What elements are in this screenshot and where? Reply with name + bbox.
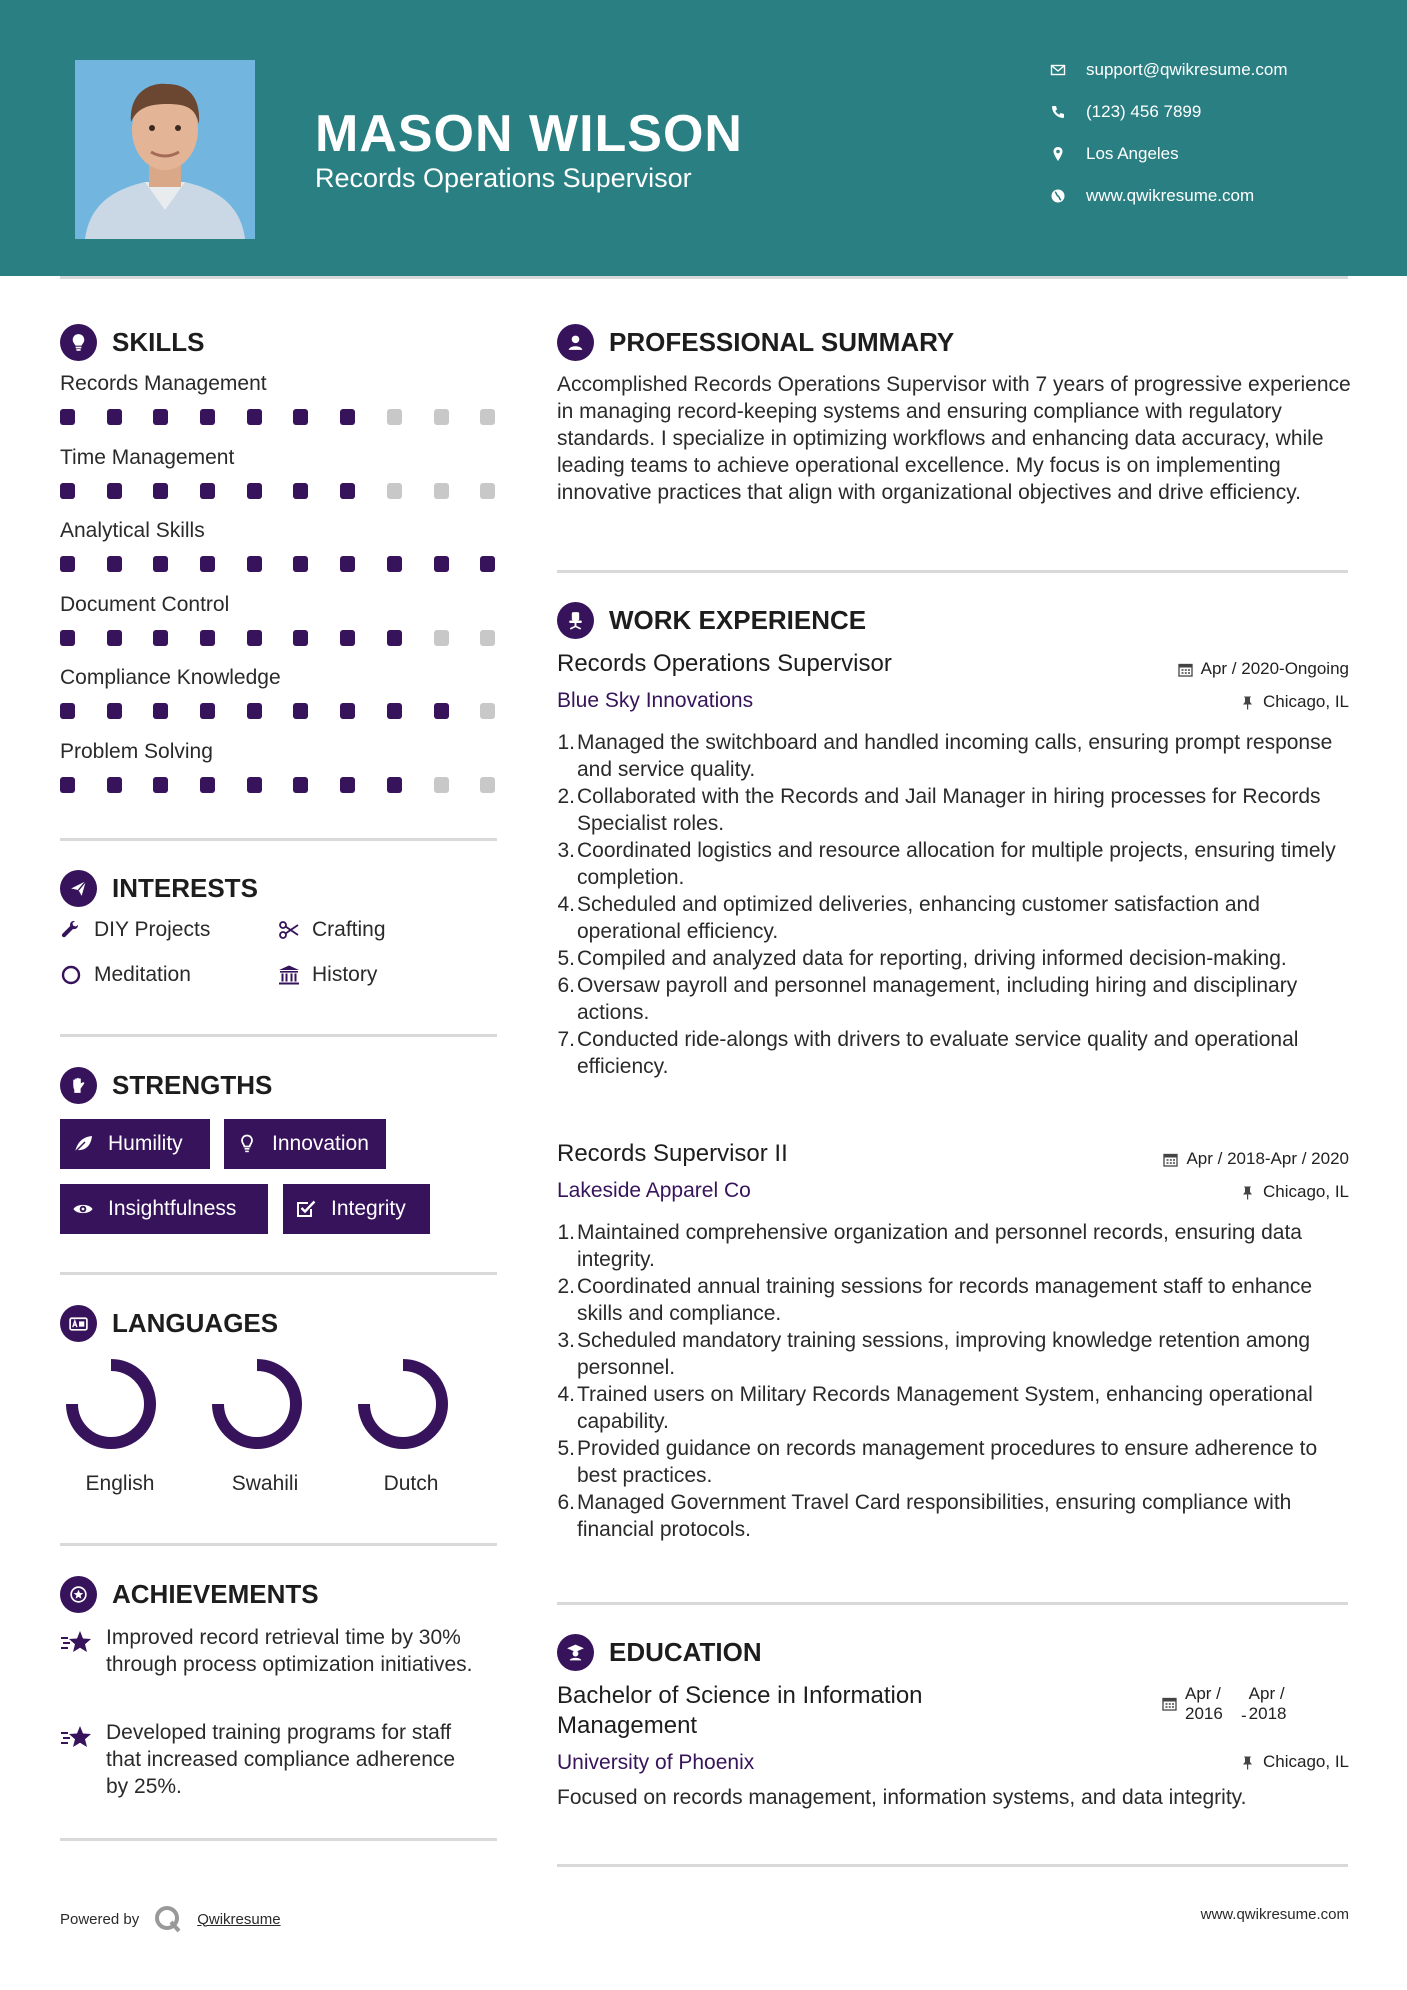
rating-dot-filled <box>293 483 308 499</box>
education-date-start: Apr / 2016 <box>1185 1684 1223 1723</box>
strengths-heading <box>60 1067 272 1104</box>
language-label: English <box>85 1472 155 1495</box>
rating-dot-filled <box>200 777 215 793</box>
rating-dot-filled <box>340 409 355 425</box>
rating-dot-filled <box>153 483 168 499</box>
item-number: 5. <box>557 1437 575 1460</box>
rating-dot-filled <box>107 630 122 646</box>
item-number: 4. <box>557 1383 575 1406</box>
strength-chip <box>283 1184 430 1234</box>
responsibility-item <box>552 891 1357 945</box>
skill-name: Records Management <box>60 372 267 395</box>
scissors-icon <box>278 919 300 941</box>
interest-item <box>60 918 210 942</box>
language-label: Swahili <box>231 1472 299 1495</box>
responsibility-item <box>552 729 1357 783</box>
responsibility-item <box>552 972 1357 1026</box>
responsibility-text: Provided guidance on records management procedures to ensure adherence to best practices. <box>577 1437 1318 1487</box>
education-description: Focused on records management, information systems, and data integrity. <box>557 1786 1247 1809</box>
rating-dot-filled <box>293 777 308 793</box>
checkbox-icon <box>295 1198 317 1220</box>
job-company: Lakeside Apparel Co <box>557 1179 751 1202</box>
skill-name: Document Control <box>60 592 230 616</box>
degree-title: Bachelor of Science in Information Management <box>557 1682 923 1739</box>
education-heading-text: EDUCATION <box>609 1637 762 1667</box>
contact-location-text: Los Angeles <box>1086 144 1179 163</box>
skill-name: Compliance Knowledge <box>60 666 281 689</box>
skills-heading <box>60 324 204 361</box>
rating-dot-filled <box>153 703 168 719</box>
raised-fist-icon <box>60 1067 97 1104</box>
job-location <box>1240 692 1349 712</box>
rating-dot-empty <box>387 483 402 499</box>
job-date-text: Apr / 2020-Ongoing <box>1200 659 1349 678</box>
responsibility-text: Managed the switchboard and handled incoming calls, ensuring prompt response and service quality. <box>577 731 1333 781</box>
languages-heading-text: LANGUAGES <box>112 1308 279 1338</box>
contact-website[interactable] <box>1050 186 1254 206</box>
rating-dot-filled <box>247 703 262 719</box>
rating-dot-filled <box>107 483 122 499</box>
interest-item <box>278 963 377 987</box>
rating-dot-filled <box>60 630 75 646</box>
languages-divider <box>60 1543 497 1546</box>
rating-dot-filled <box>340 630 355 646</box>
item-number: 1. <box>557 1221 575 1244</box>
strength-chip <box>224 1119 386 1169</box>
skill-rating <box>60 630 527 646</box>
strengths-divider <box>60 1272 497 1275</box>
rating-dot-filled <box>107 703 122 719</box>
job-title: Records Operations Supervisor <box>557 650 892 677</box>
contact-phone-text: (123) 456 7899 <box>1086 102 1202 121</box>
museum-icon <box>278 964 300 986</box>
rating-dot-empty <box>434 777 449 793</box>
experience-heading-text: WORK EXPERIENCE <box>609 605 867 635</box>
responsibility-item <box>552 1381 1357 1435</box>
language-ring-english <box>66 1359 156 1449</box>
rating-dot-filled <box>153 777 168 793</box>
pushpin-icon <box>1240 695 1255 710</box>
responsibility-item <box>552 837 1357 891</box>
rating-dot-filled <box>293 630 308 646</box>
languages-heading <box>60 1305 278 1342</box>
item-number: 1. <box>557 731 575 754</box>
strength-chip <box>60 1184 268 1234</box>
responsibility-text: Scheduled mandatory training sessions, improving knowledge retention among personnel. <box>577 1329 1311 1379</box>
education-date-separator: - <box>1241 1706 1247 1725</box>
rating-dot-empty <box>480 630 495 646</box>
item-number: 5. <box>557 947 575 970</box>
responsibility-text: Scheduled and optimized deliveries, enhancing customer satisfaction and operational efficiency. <box>577 893 1260 943</box>
paper-plane-icon <box>60 870 97 907</box>
candidate-name: MASON WILSON <box>315 105 743 163</box>
job-location-text: Chicago, IL <box>1263 1182 1349 1201</box>
wrench-icon <box>60 919 82 941</box>
summary-divider <box>557 570 1348 573</box>
job-date <box>1178 659 1349 679</box>
rating-dot-filled <box>434 556 449 572</box>
candidate-title: Records Operations Supervisor <box>315 163 692 193</box>
education-location-text: Chicago, IL <box>1263 1752 1349 1771</box>
rating-dot-filled <box>340 703 355 719</box>
skills-heading-text: SKILLS <box>112 327 205 357</box>
rating-dot-filled <box>340 483 355 499</box>
rating-dot-filled <box>200 703 215 719</box>
rating-dot-empty <box>480 703 495 719</box>
interests-heading-text: INTERESTS <box>112 873 258 903</box>
rating-dot-filled <box>434 703 449 719</box>
strength-label: Insightfulness <box>108 1197 237 1220</box>
circle-icon <box>60 964 82 986</box>
strength-label: Innovation <box>272 1132 369 1155</box>
education-heading <box>557 1634 762 1671</box>
rating-dot-filled <box>107 777 122 793</box>
strength-label: Humility <box>108 1132 183 1155</box>
contact-website-text: www.qwikresume.com <box>1086 186 1255 205</box>
id-card-icon <box>60 1305 97 1342</box>
responsibility-item <box>552 1435 1357 1489</box>
interest-item <box>60 963 191 987</box>
graduate-icon <box>557 1634 594 1671</box>
responsibility-text: Trained users on Military Records Management System, enhancing operational capability. <box>577 1383 1313 1433</box>
rating-dot-filled <box>387 630 402 646</box>
brand-link[interactable]: Qwikresume <box>197 1910 281 1928</box>
profile-photo <box>75 60 255 239</box>
rating-dot-filled <box>340 556 355 572</box>
achievements-heading <box>60 1576 319 1613</box>
interest-label: Crafting <box>312 918 386 941</box>
envelope-icon <box>1050 62 1066 78</box>
header-divider <box>60 276 1348 279</box>
interest-item <box>278 918 386 942</box>
experience-heading <box>557 602 866 639</box>
responsibility-text: Coordinated annual training sessions for records management staff to enhance skills and compliance. <box>577 1275 1313 1325</box>
strengths-heading-text: STRENGTHS <box>112 1070 273 1100</box>
skill-rating <box>60 703 527 719</box>
star-badge-icon <box>60 1576 97 1613</box>
language-ring-swahili <box>212 1359 302 1449</box>
rating-dot-filled <box>293 409 308 425</box>
calendar-icon <box>1163 1152 1178 1167</box>
education-location <box>1240 1752 1349 1772</box>
rating-dot-filled <box>200 483 215 499</box>
rating-dot-filled <box>200 409 215 425</box>
rating-dot-filled <box>387 703 402 719</box>
rating-dot-filled <box>107 409 122 425</box>
responsibility-text: Maintained comprehensive organization and personnel records, ensuring data integrity. <box>577 1221 1302 1271</box>
rating-dot-filled <box>200 556 215 572</box>
job-company: Blue Sky Innovations <box>557 689 754 712</box>
summary-heading <box>557 324 954 361</box>
responsibility-item <box>552 1327 1357 1381</box>
rating-dot-empty <box>387 409 402 425</box>
responsibility-item <box>552 1273 1357 1327</box>
responsibility-item <box>552 1219 1357 1273</box>
responsibility-text: Collaborated with the Records and Jail Manager in hiring processes for Records Specialist roles. <box>577 785 1321 835</box>
globe-icon <box>1050 188 1066 204</box>
contact-location <box>1050 144 1179 164</box>
skill-name: Analytical Skills <box>60 519 205 542</box>
rating-dot-filled <box>60 483 75 499</box>
eye-icon <box>72 1198 94 1220</box>
contact-email-text: support@qwikresume.com <box>1086 60 1288 79</box>
skill-rating <box>60 556 527 572</box>
item-number: 2. <box>557 785 575 808</box>
rating-dot-filled <box>293 556 308 572</box>
item-number: 3. <box>557 839 575 862</box>
rating-dot-filled <box>153 409 168 425</box>
interest-label: DIY Projects <box>94 918 211 941</box>
rating-dot-filled <box>387 777 402 793</box>
qwikresume-logo-icon <box>153 1904 183 1934</box>
rating-dot-filled <box>247 777 262 793</box>
item-number: 2. <box>557 1275 575 1298</box>
achievement-text: Developed training programs for staff that increased compliance adherence by 25%. <box>106 1721 456 1798</box>
contact-phone[interactable] <box>1050 102 1201 122</box>
rating-dot-filled <box>293 703 308 719</box>
responsibility-text: Coordinated logistics and resource allocation for multiple projects, ensuring timely completion. <box>577 839 1336 889</box>
rating-dot-empty <box>480 409 495 425</box>
contact-email[interactable] <box>1050 60 1288 80</box>
interests-divider <box>60 1034 497 1037</box>
pushpin-icon <box>1240 1185 1255 1200</box>
rating-dot-filled <box>153 630 168 646</box>
calendar-icon <box>1162 1696 1177 1711</box>
rating-dot-filled <box>153 556 168 572</box>
responsibility-item <box>552 783 1357 837</box>
school-name: University of Phoenix <box>557 1751 755 1774</box>
rating-dot-filled <box>60 777 75 793</box>
interests-heading <box>60 870 258 907</box>
rating-dot-empty <box>480 483 495 499</box>
skill-name: Problem Solving <box>60 739 213 763</box>
user-icon <box>557 324 594 361</box>
responsibility-item <box>552 1026 1357 1080</box>
education-date <box>1162 1684 1299 1726</box>
achievement-item <box>60 1719 480 1800</box>
responsibility-item <box>552 1489 1357 1543</box>
rating-dot-filled <box>340 777 355 793</box>
rating-dot-empty <box>434 409 449 425</box>
summary-text: Accomplished Records Operations Supervisor with 7 years of progressive experience in managing record-keeping systems and ensuring compliance with regulatory standards. I specialize in optimizing workflows and enhancing data accuracy, while leading teams to achieve operational excellence. My focus is on implementing innovative practices that align with organizational objectives and drive efficiency. <box>557 373 1351 504</box>
resume-header <box>0 0 1407 276</box>
rating-dot-filled <box>247 483 262 499</box>
rating-dot-filled <box>60 556 75 572</box>
skills-divider <box>60 838 497 841</box>
summary-heading-text: PROFESSIONAL SUMMARY <box>609 327 955 357</box>
job-location-text: Chicago, IL <box>1263 692 1349 711</box>
job-responsibilities <box>552 729 1357 1080</box>
job-responsibilities <box>552 1219 1357 1543</box>
rating-dot-empty <box>480 777 495 793</box>
leaf-icon <box>72 1133 94 1155</box>
rating-dot-filled <box>247 556 262 572</box>
item-number: 4. <box>557 893 575 916</box>
office-chair-icon <box>557 602 594 639</box>
achievements-heading-text: ACHIEVEMENTS <box>112 1579 319 1609</box>
phone-icon <box>1050 104 1066 120</box>
item-number: 6. <box>557 974 575 997</box>
responsibility-text: Managed Government Travel Card responsibilities, ensuring compliance with financial protocols. <box>577 1491 1292 1541</box>
rating-dot-empty <box>434 630 449 646</box>
interest-label: History <box>312 963 378 986</box>
map-pin-icon <box>1050 146 1066 162</box>
rating-dot-empty <box>434 483 449 499</box>
pushpin-icon <box>1240 1755 1255 1770</box>
job-date <box>1163 1149 1349 1169</box>
skill-rating <box>60 777 527 793</box>
rating-dot-filled <box>60 703 75 719</box>
rating-dot-filled <box>60 409 75 425</box>
powered-by-text: Powered by <box>60 1910 140 1928</box>
lightbulb-outline-icon <box>236 1133 258 1155</box>
responsibility-text: Oversaw payroll and personnel management, including hiring and disciplinary actions. <box>577 974 1298 1024</box>
skill-rating <box>60 483 527 499</box>
experience-divider <box>557 1602 1348 1605</box>
footer-website[interactable]: www.qwikresume.com <box>1200 1906 1349 1923</box>
responsibility-text: Compiled and analyzed data for reporting, driving informed decision-making. <box>577 947 1287 970</box>
calendar-icon <box>1178 662 1193 677</box>
shooting-star-icon <box>60 1723 93 1751</box>
footer-powered-by <box>60 1904 281 1934</box>
achievement-text: Improved record retrieval time by 30% through process optimization initiatives. <box>106 1626 473 1676</box>
skill-rating <box>60 409 527 425</box>
item-number: 3. <box>557 1329 575 1352</box>
language-ring-dutch <box>358 1359 448 1449</box>
interest-label: Meditation <box>94 963 191 986</box>
achievements-divider <box>60 1838 497 1841</box>
item-number: 7. <box>557 1028 575 1051</box>
rating-dot-filled <box>247 409 262 425</box>
rating-dot-filled <box>107 556 122 572</box>
skill-name: Time Management <box>60 445 235 469</box>
achievement-item <box>60 1624 480 1678</box>
job-date-text: Apr / 2018-Apr / 2020 <box>1186 1149 1349 1168</box>
language-label: Dutch <box>383 1472 439 1495</box>
job-title: Records Supervisor II <box>557 1140 788 1167</box>
item-number: 6. <box>557 1491 575 1514</box>
education-date-end: Apr / 2018 <box>1248 1684 1287 1723</box>
responsibility-item <box>552 945 1357 972</box>
shooting-star-icon <box>60 1628 93 1656</box>
lightbulb-icon <box>60 324 97 361</box>
responsibility-text: Conducted ride-alongs with drivers to evaluate service quality and operational efficiency. <box>577 1028 1299 1078</box>
rating-dot-filled <box>387 556 402 572</box>
job-location <box>1240 1182 1349 1202</box>
rating-dot-filled <box>480 556 495 572</box>
rating-dot-filled <box>200 630 215 646</box>
strength-chip <box>60 1119 210 1169</box>
education-divider <box>557 1864 1348 1867</box>
rating-dot-filled <box>247 630 262 646</box>
strength-label: Integrity <box>331 1197 406 1220</box>
